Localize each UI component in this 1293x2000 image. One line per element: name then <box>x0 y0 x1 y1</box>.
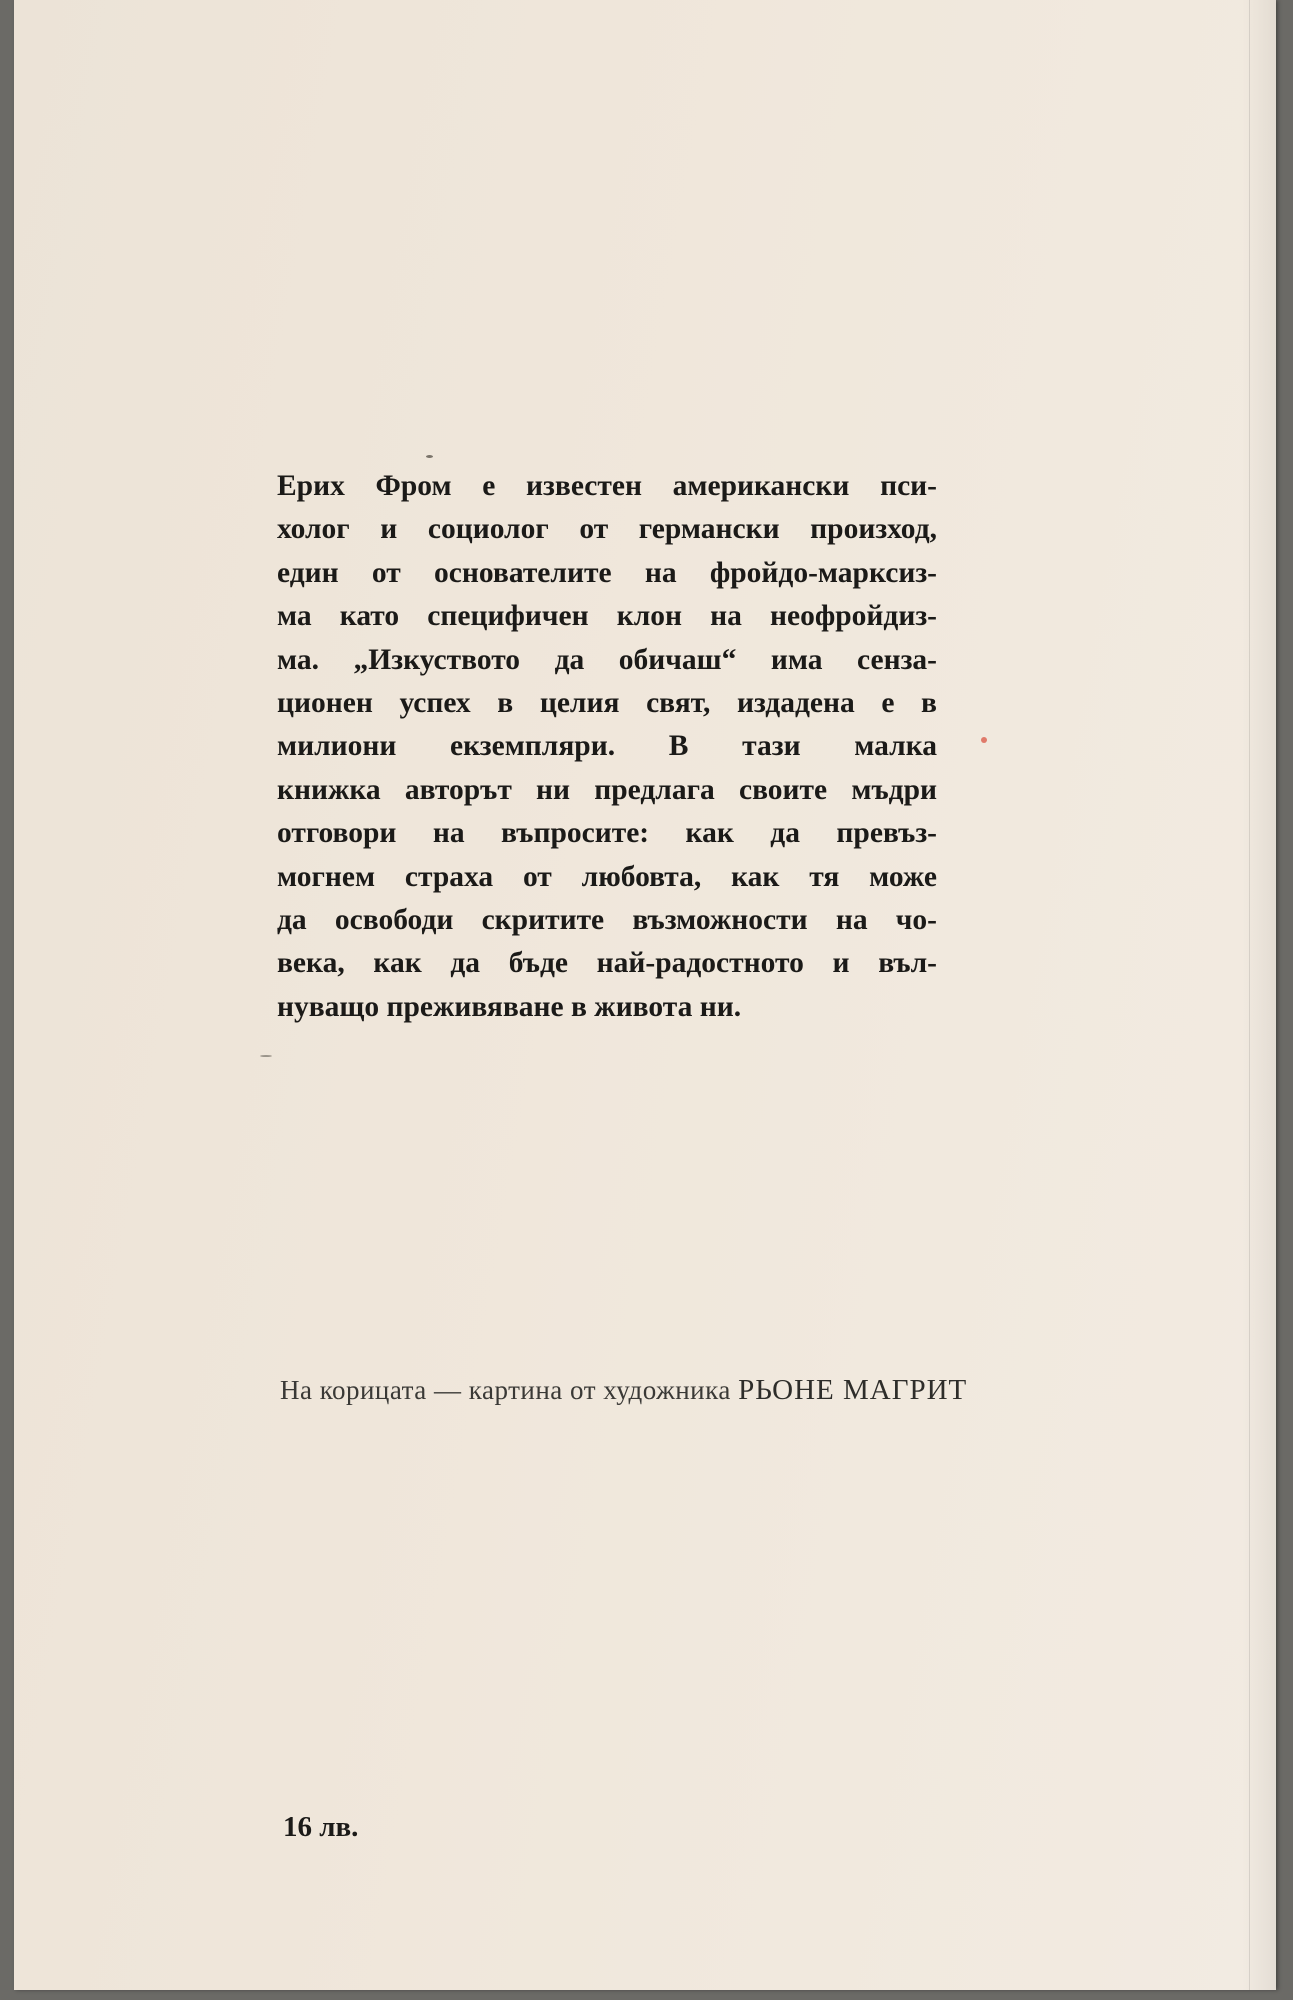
description-line: холог и социолог от германски произход, <box>277 513 937 546</box>
price-label: 16 лв. <box>283 1811 359 1843</box>
description-line: ционен успех в целия свят, издадена е в <box>277 687 937 720</box>
paper-speck <box>981 737 987 743</box>
cover-art-credit <box>280 1374 967 1407</box>
paper-speck <box>260 1055 272 1057</box>
description-line: един от основателите на фройдо-марксиз- <box>277 556 937 589</box>
book-description <box>277 465 937 1029</box>
credit-prefix: На корицата — картина от художника <box>280 1375 739 1405</box>
description-line: отговори на въпросите: как да превъз- <box>277 817 937 850</box>
description-line: века, как да бъде най-радостното и въл- <box>277 947 937 980</box>
cover-crease <box>1249 0 1250 1990</box>
description-line: милиони екземпляри. В тази малка <box>277 730 937 763</box>
back-cover <box>14 0 1276 1990</box>
description-line: Ерих Фром е известен американски пси- <box>277 470 937 502</box>
description-line: ма. „Изкуството да обичаш“ има сенза- <box>277 643 937 676</box>
description-line: книжка авторът ни предлага своите мъдри <box>277 773 937 806</box>
description-line: нуващо преживяване в живота ни. <box>277 990 742 1023</box>
description-line: ма като специфичен клон на неофройдиз- <box>277 600 937 633</box>
paper-speck <box>426 455 433 458</box>
description-line: да освободи скритите възможности на чо- <box>277 904 937 937</box>
description-line: могнем страха от любовта, как тя може <box>277 860 937 893</box>
artist-name: РЬОНЕ МАГРИТ <box>738 1374 968 1406</box>
